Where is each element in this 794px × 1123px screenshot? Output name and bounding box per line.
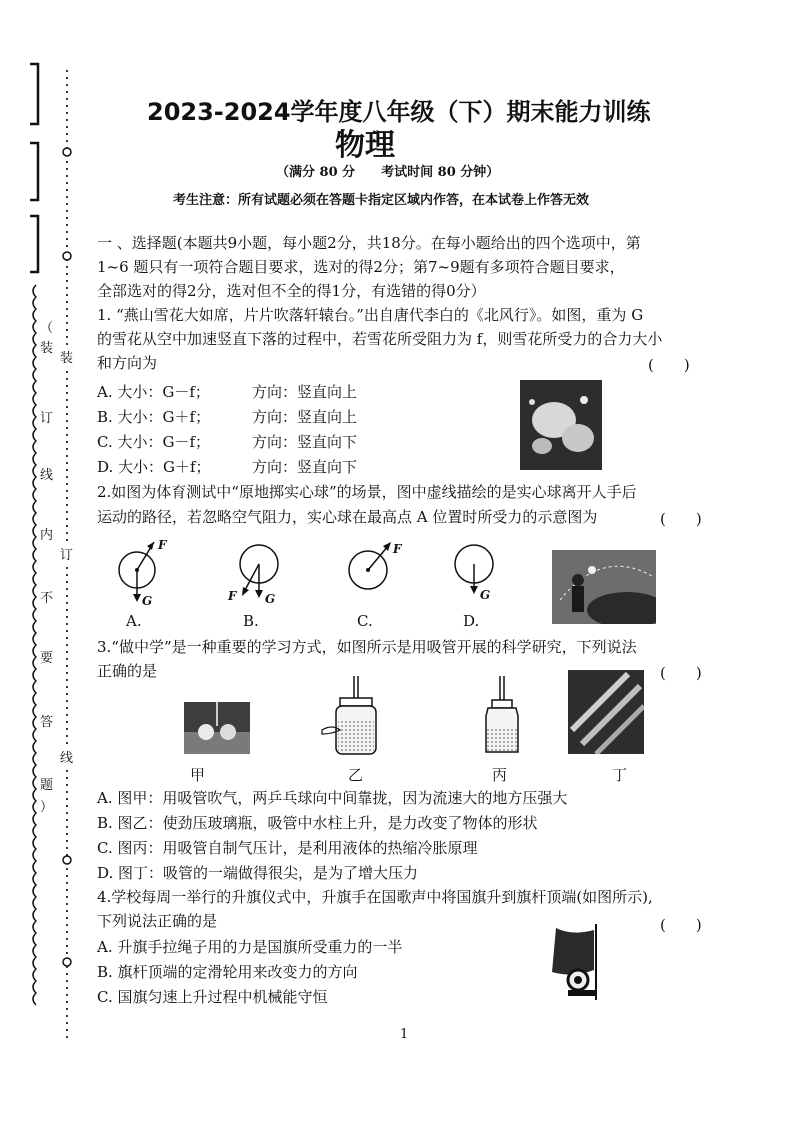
q3-answer-paren[interactable]: ( ) <box>660 664 702 682</box>
q1-option-size: B. 大小：G＋f； <box>97 408 211 426</box>
binding-char: ） <box>40 800 54 815</box>
binding-char: 订 <box>60 545 73 567</box>
binding-hole <box>63 856 71 864</box>
section-instructions-line: 1~6 题只有一项符合题目要求，选对的得2分；第7~9题有多项符合题目要求， <box>97 258 625 276</box>
option-label-c: C. <box>357 612 373 630</box>
force-diagram-d[interactable] <box>450 532 510 622</box>
q3-stem-line: 3.“做中学”是一种重要的学习方式，如图所示是用吸管开展的科学研究，下列说法 <box>97 638 637 656</box>
section-instructions-line: 一 、选择题(本题共9小题，每小题2分，共18分。在每小题给出的四个选项中，第 <box>97 234 641 252</box>
q1-option-dir: 方向：竖直向上 <box>252 383 358 401</box>
force-label-g: G <box>480 588 491 602</box>
binding-wavy-line <box>33 285 36 1005</box>
q4-answer-paren[interactable]: ( ) <box>660 916 702 934</box>
option-label-d: D. <box>463 612 480 630</box>
q4-stem-line: 下列说法正确的是 <box>97 912 218 930</box>
figure-yi-diagram <box>320 676 390 756</box>
binding-char: （ <box>40 321 54 336</box>
force-label-g: G <box>265 592 276 606</box>
q4-option: B. 旗杆顶端的定滑轮用来改变力的方向 <box>97 963 358 981</box>
flag-raising-photo <box>548 924 608 1000</box>
q3-option: B. 图乙：使劲压玻璃瓶，吸管中水柱上升，是力改变了物体的形状 <box>97 814 538 832</box>
binding-char: 内 <box>40 528 54 543</box>
figure-label-yi: 乙 <box>348 766 364 784</box>
figure-label-bing: 丙 <box>492 766 508 784</box>
binding-hole <box>63 148 71 156</box>
q1-option-dir: 方向：竖直向下 <box>252 433 358 451</box>
option-label-b: B. <box>243 612 259 630</box>
figure-ding-photo <box>568 670 644 754</box>
option-label-a: A. <box>126 612 142 630</box>
q1-option-size: D. 大小：G＋f； <box>97 458 211 476</box>
shot-put-photo <box>552 550 656 624</box>
q4-option: C. 国旗匀速上升过程中机械能守恒 <box>97 988 328 1006</box>
q4-stem-line: 4.学校每周一举行的升旗仪式中，升旗手在国歌声中将国旗升到旗杆顶端(如图所示), <box>97 888 653 906</box>
force-diagram-b[interactable] <box>232 532 292 622</box>
q3-option: D. 图丁：吸管的一端做得很尖，是为了增大压力 <box>97 864 419 882</box>
q1-stem-line: 和方向为 <box>97 354 158 372</box>
bracket-mark <box>30 216 38 272</box>
binding-char: 装 <box>40 341 54 356</box>
binding-char: 题 <box>40 778 54 793</box>
bracket-mark <box>30 64 38 124</box>
q1-option-dir: 方向：竖直向上 <box>252 408 358 426</box>
score-time: （满分 80 分 考试时间 80 分钟） <box>276 165 500 180</box>
binding-char: 线 <box>60 748 73 770</box>
subject-title: 物理 <box>335 128 395 163</box>
force-label-f: F <box>228 589 237 603</box>
binding-char: 答 <box>40 715 54 730</box>
q1-option-dir: 方向：竖直向下 <box>252 458 358 476</box>
q2-answer-paren[interactable]: ( ) <box>660 510 702 528</box>
bracket-mark <box>30 143 38 200</box>
binding-hole <box>63 958 71 966</box>
binding-char: 不 <box>40 591 54 606</box>
q3-option: C. 图丙：用吸管自制气压计，是利用液体的热缩冷胀原理 <box>97 839 478 857</box>
q1-answer-paren[interactable]: ( ) <box>648 356 690 374</box>
figure-label-ding: 丁 <box>612 766 628 784</box>
q3-option: A. 图甲：用吸管吹气，两乒乓球向中间靠拢，因为流速大的地方压强大 <box>97 789 568 807</box>
q2-stem-line: 2.如图为体育测试中“原地掷实心球”的场景，图中虚线描绘的是实心球离开人手后 <box>97 483 637 501</box>
force-label-g: G <box>142 594 153 608</box>
binding-hole <box>63 252 71 260</box>
force-label-f: F <box>158 538 167 552</box>
q1-option-size: A. 大小：G－f； <box>97 383 210 401</box>
force-label-f: F <box>393 542 402 556</box>
q1-stem-line: 的雪花从空中加速竖直下落的过程中，若雪花所受阻力为 f，则雪花所受力的合力大小 <box>97 330 663 348</box>
exam-notice: 考生注意：所有试题必须在答题卡指定区域内作答，在本试卷上作答无效 <box>173 193 590 208</box>
page-number: 1 <box>400 1027 409 1042</box>
binding-char: 订 <box>40 411 54 426</box>
binding-char: 线 <box>40 468 54 483</box>
binding-char: 要 <box>40 651 54 666</box>
binding-char: 装 <box>60 348 73 370</box>
q2-stem-line: 运动的路径，若忽略空气阻力，实心球在最高点 A 位置时所受力的示意图为 <box>97 508 598 526</box>
snow-photo <box>520 380 602 470</box>
section-instructions-line: 全部选对的得2分，选对但不全的得1分，有选错的得0分） <box>97 282 486 300</box>
figure-label-jia: 甲 <box>190 766 206 784</box>
figure-jia-photo <box>184 702 250 754</box>
figure-bing-diagram <box>478 676 528 756</box>
q4-option: A. 升旗手拉绳子用的力是国旗所受重力的一半 <box>97 938 403 956</box>
q3-stem-line: 正确的是 <box>97 662 158 680</box>
q1-stem-line: 1. “燕山雪花大如席，片片吹落轩辕台。”出自唐代李白的《北风行》。如图，重为 G <box>97 306 644 324</box>
exam-title: 2023-2024学年度八年级（下）期末能力训练 <box>147 98 651 126</box>
q1-option-size: C. 大小：G－f； <box>97 433 211 451</box>
